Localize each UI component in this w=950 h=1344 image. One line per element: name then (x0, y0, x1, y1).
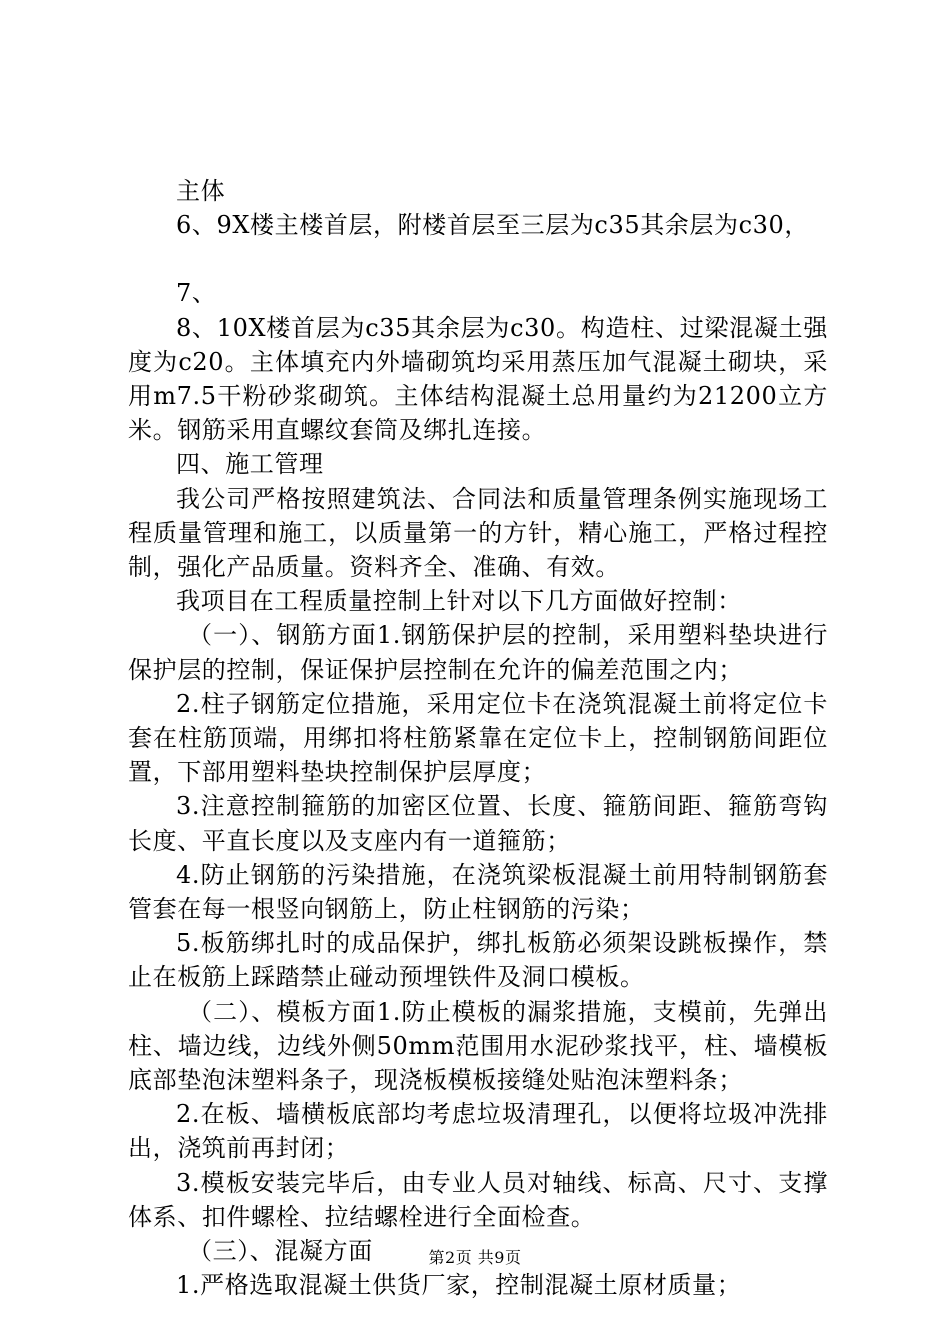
paragraph-rebar-section: （一）、钢筋方面1.钢筋保护层的控制，采用塑料垫块进行保护层的控制，保证保护层控制在允许的偏差范围之内； (128, 621, 828, 684)
paragraph-rebar-item-3: 3.注意控制箍筋的加密区位置、长度、箍筋间距、箍筋弯钩长度、平直长度以及支座内有一道箍筋； (128, 792, 828, 855)
paragraph-main-body: 主体 (176, 177, 226, 205)
paragraph-concrete-section: （三）、混凝方面 (188, 1237, 373, 1266)
paragraph-rebar-item-4: 4.防止钢筋的污染措施，在浇筑梁板混凝土前用特制钢筋套管套在每一根竖向钢筋上，防止柱钢筋的污染； (128, 860, 828, 924)
paragraph-formwork-item-3: 3.模板安装完毕后，由专业人员对轴线、标高、尺寸、支撑体系、扣件螺栓、拉结螺栓进行全面检查。 (128, 1168, 828, 1231)
paragraph-item-8: 8、10X楼首层为c35其余层为c30。构造柱、过梁混凝土强度为c20。主体填充内外墙砌筑均采用蒸压加气混凝土砌块，采用m7.5干粉砂浆砌筑。主体结构混凝土总用量约为21200立方米。钢筋采用直螺纹套筒及绑扎连接。 (128, 313, 828, 445)
paragraph-item-7: 7、 (176, 279, 217, 308)
page-number-indicator: 第2页 共9页 (428, 1248, 522, 1267)
section-heading-construction-management: 四、施工管理 (176, 450, 324, 479)
paragraph-formwork-item-2: 2.在板、墙横板底部均考虑垃圾清理孔，以便将垃圾冲洗排出，浇筑前再封闭； (128, 1100, 828, 1163)
page-footer (0, 1245, 950, 1268)
paragraph-item-6: 6、9X楼主楼首层，附楼首层至三层为c35其余层为c30， (176, 211, 809, 240)
paragraph-rebar-item-5: 5.板筋绑扎时的成品保护，绑扎板筋必须架设跳板操作，禁止在板筋上踩踏禁止碰动预埋铁件及洞口模板。 (128, 929, 828, 992)
paragraph-formwork-section: （二）、模板方面1.防止模板的漏浆措施，支模前，先弹出柱、墙边线，边线外侧50mm范围用水泥砂浆找平，柱、墙模板底部垫泡沫塑料条子，现浇板模板接缝处贴泡沫塑料条； (128, 997, 828, 1095)
paragraph-quality-control-intro: 我项目在工程质量控制上针对以下几方面做好控制： (176, 587, 742, 616)
paragraph-rebar-item-2: 2.柱子钢筋定位措施，采用定位卡在浇筑混凝土前将定位卡套在柱筋顶端，用绑扣将柱筋紧靠在定位卡上，控制钢筋间距位置，下部用塑料垫块控制保护层厚度； (128, 689, 828, 787)
paragraph-company-policy: 我公司严格按照建筑法、合同法和质量管理条例实施现场工程质量管理和施工，以质量第一的方针，精心施工，严格过程控制，强化产品质量。资料齐全、准确、有效。 (128, 484, 828, 582)
paragraph-concrete-item-1: 1.严格选取混凝土供货厂家，控制混凝土原材质量； (176, 1271, 742, 1300)
document-body (128, 174, 828, 1303)
